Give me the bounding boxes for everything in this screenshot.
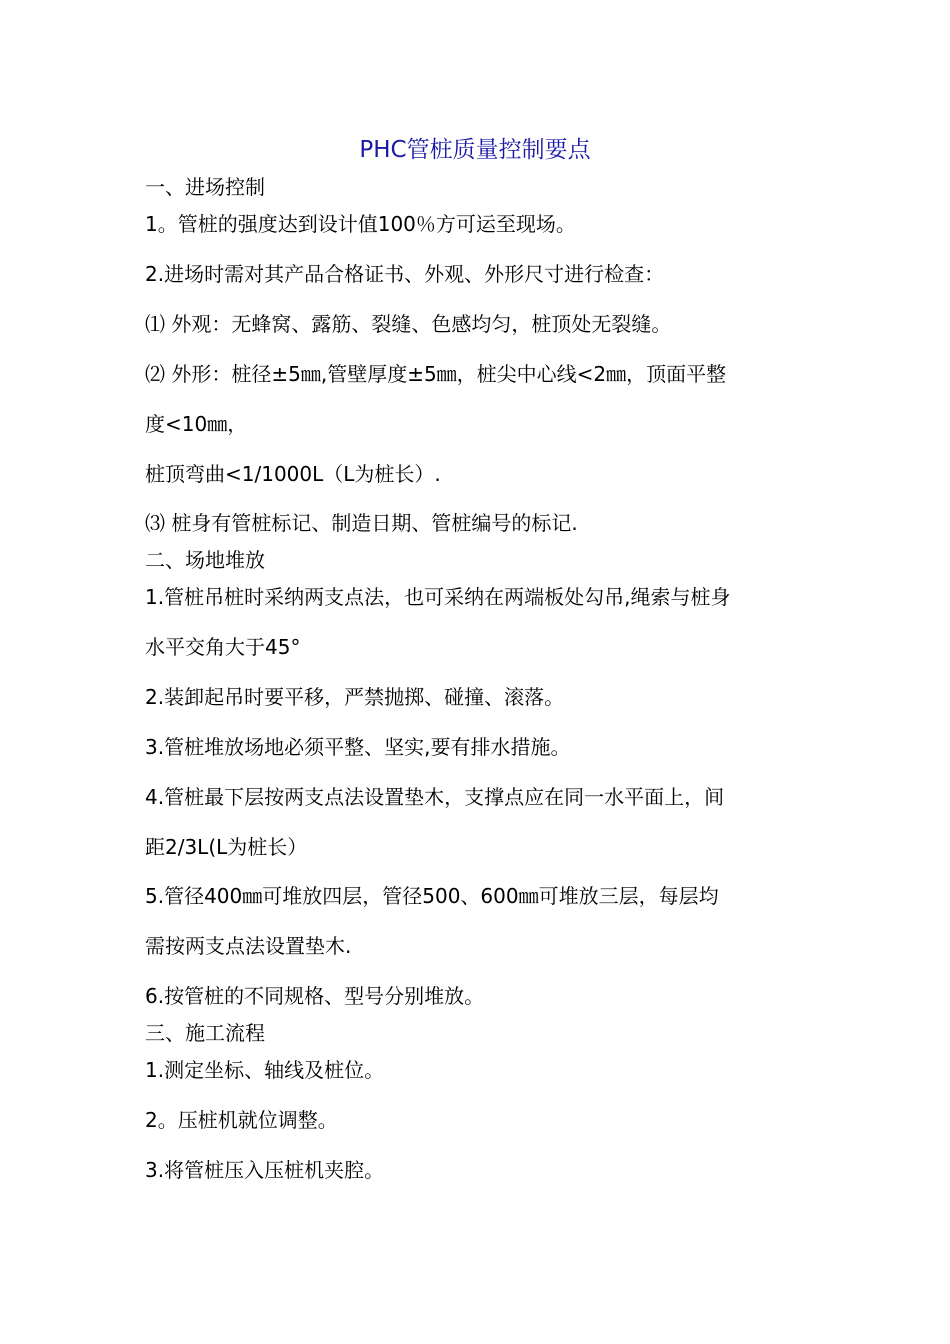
paragraph-line: 水平交角大于45° xyxy=(145,635,301,659)
section-heading-construction-process: 三、施工流程 xyxy=(145,1021,265,1045)
paragraph-line: ⑶ 桩身有管桩标记、制造日期、管桩编号的标记. xyxy=(145,511,578,535)
paragraph-line: 2。压桩机就位调整。 xyxy=(145,1108,338,1132)
paragraph-line: 5.管径400㎜可堆放四层，管径500、600㎜可堆放三层，每层均 xyxy=(145,884,719,908)
paragraph-line: 度<10㎜， xyxy=(145,412,248,436)
paragraph-line: 4.管桩最下层按两支点法设置垫木，支撑点应在同一水平面上，间 xyxy=(145,785,725,809)
paragraph-line: 1.测定坐标、轴线及桩位。 xyxy=(145,1058,385,1082)
section-heading-entry-control: 一、进场控制 xyxy=(145,175,265,199)
paragraph-line: ⑴ 外观：无蜂窝、露筋、裂缝、色感均匀，桩顶处无裂缝。 xyxy=(145,312,672,336)
document-title: PHC管桩质量控制要点 xyxy=(359,137,591,163)
paragraph-line: 3.将管桩压入压桩机夹腔。 xyxy=(145,1158,385,1182)
paragraph-line: 桩顶弯曲<1/1000L（L为桩长）. xyxy=(145,462,441,486)
paragraph-line: 需按两支点法设置垫木. xyxy=(145,934,352,958)
paragraph-line: 6.按管桩的不同规格、型号分别堆放。 xyxy=(145,984,485,1008)
paragraph-line: 距2/3L(L为桩长） xyxy=(145,835,308,859)
paragraph-line: 3.管桩堆放场地必须平整、坚实,要有排水措施。 xyxy=(145,735,571,759)
paragraph-line: 2.装卸起吊时要平移，严禁抛掷、碰撞、滚落。 xyxy=(145,685,565,709)
paragraph-line: 1。管桩的强度达到设计值100％方可运至现场。 xyxy=(145,212,576,236)
paragraph-line: 1.管桩吊桩时采纳两支点法，也可采纳在两端板处勾吊,绳索与桩身 xyxy=(145,585,731,609)
paragraph-line: ⑵ 外形：桩径±5㎜,管壁厚度±5㎜，桩尖中心线<2㎜，顶面平整 xyxy=(145,362,727,386)
paragraph-line: 2.进场时需对其产品合格证书、外观、外形尺寸进行检查： xyxy=(145,262,665,286)
section-heading-site-stacking: 二、场地堆放 xyxy=(145,548,265,572)
